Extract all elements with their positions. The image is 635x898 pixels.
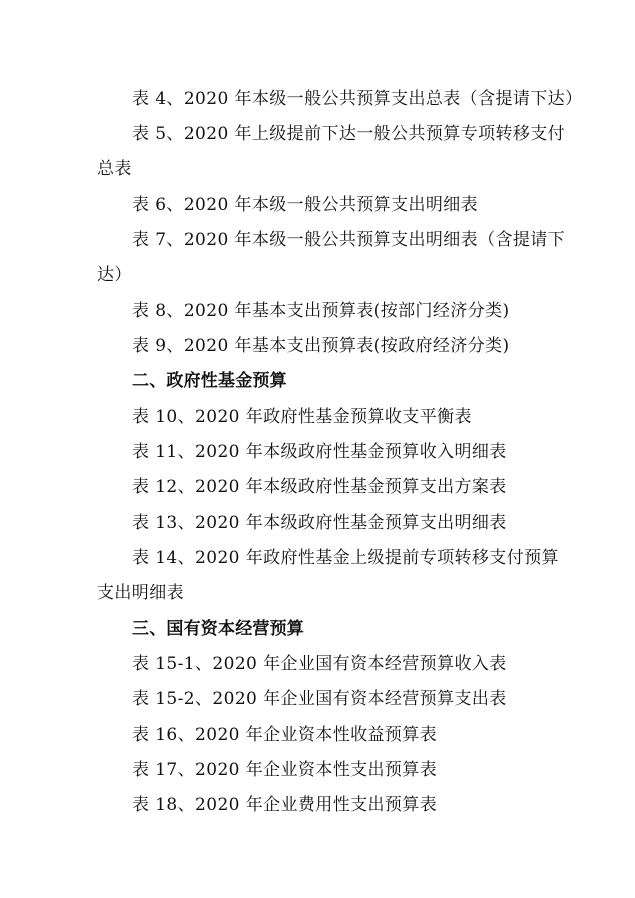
table-list-item-15-1: 表 15-1、2020 年企业国有资本经营预算收入表: [132, 654, 507, 674]
table-list-item-9: 表 9、2020 年基本支出预算表(按政府经济分类): [132, 336, 510, 356]
section-heading-government-fund-budget: 二、政府性基金预算: [132, 371, 287, 391]
section-heading-state-capital-budget: 三、国有资本经营预算: [132, 619, 304, 639]
table-list-item-5-continued: 总表: [97, 159, 132, 179]
table-list-item-8: 表 8、2020 年基本支出预算表(按部门经济分类): [132, 301, 510, 321]
table-list-item-15-2: 表 15-2、2020 年企业国有资本经营预算支出表: [132, 689, 507, 709]
table-list-item-14-continued: 支出明细表: [97, 583, 184, 603]
table-list-item-14: 表 14、2020 年政府性基金上级提前专项转移支付预算: [132, 548, 559, 568]
table-list-item-7-continued: 达）: [97, 265, 132, 285]
table-list-item-13: 表 13、2020 年本级政府性基金预算支出明细表: [132, 513, 507, 533]
table-list-item-16: 表 16、2020 年企业资本性收益预算表: [132, 725, 438, 745]
table-list-item-4: 表 4、2020 年本级一般公共预算支出总表（含提请下达）: [132, 89, 583, 109]
table-list-item-6: 表 6、2020 年本级一般公共预算支出明细表: [132, 195, 479, 215]
table-list-item-5: 表 5、2020 年上级提前下达一般公共预算专项转移支付: [132, 124, 566, 144]
table-list-item-10: 表 10、2020 年政府性基金预算收支平衡表: [132, 407, 472, 427]
table-list-item-7: 表 7、2020 年本级一般公共预算支出明细表（含提请下: [132, 230, 566, 250]
table-list-item-17: 表 17、2020 年企业资本性支出预算表: [132, 760, 438, 780]
table-list-item-11: 表 11、2020 年本级政府性基金预算收入明细表: [132, 442, 507, 462]
table-list-item-12: 表 12、2020 年本级政府性基金预算支出方案表: [132, 477, 507, 497]
table-list-item-18: 表 18、2020 年企业费用性支出预算表: [132, 795, 438, 815]
